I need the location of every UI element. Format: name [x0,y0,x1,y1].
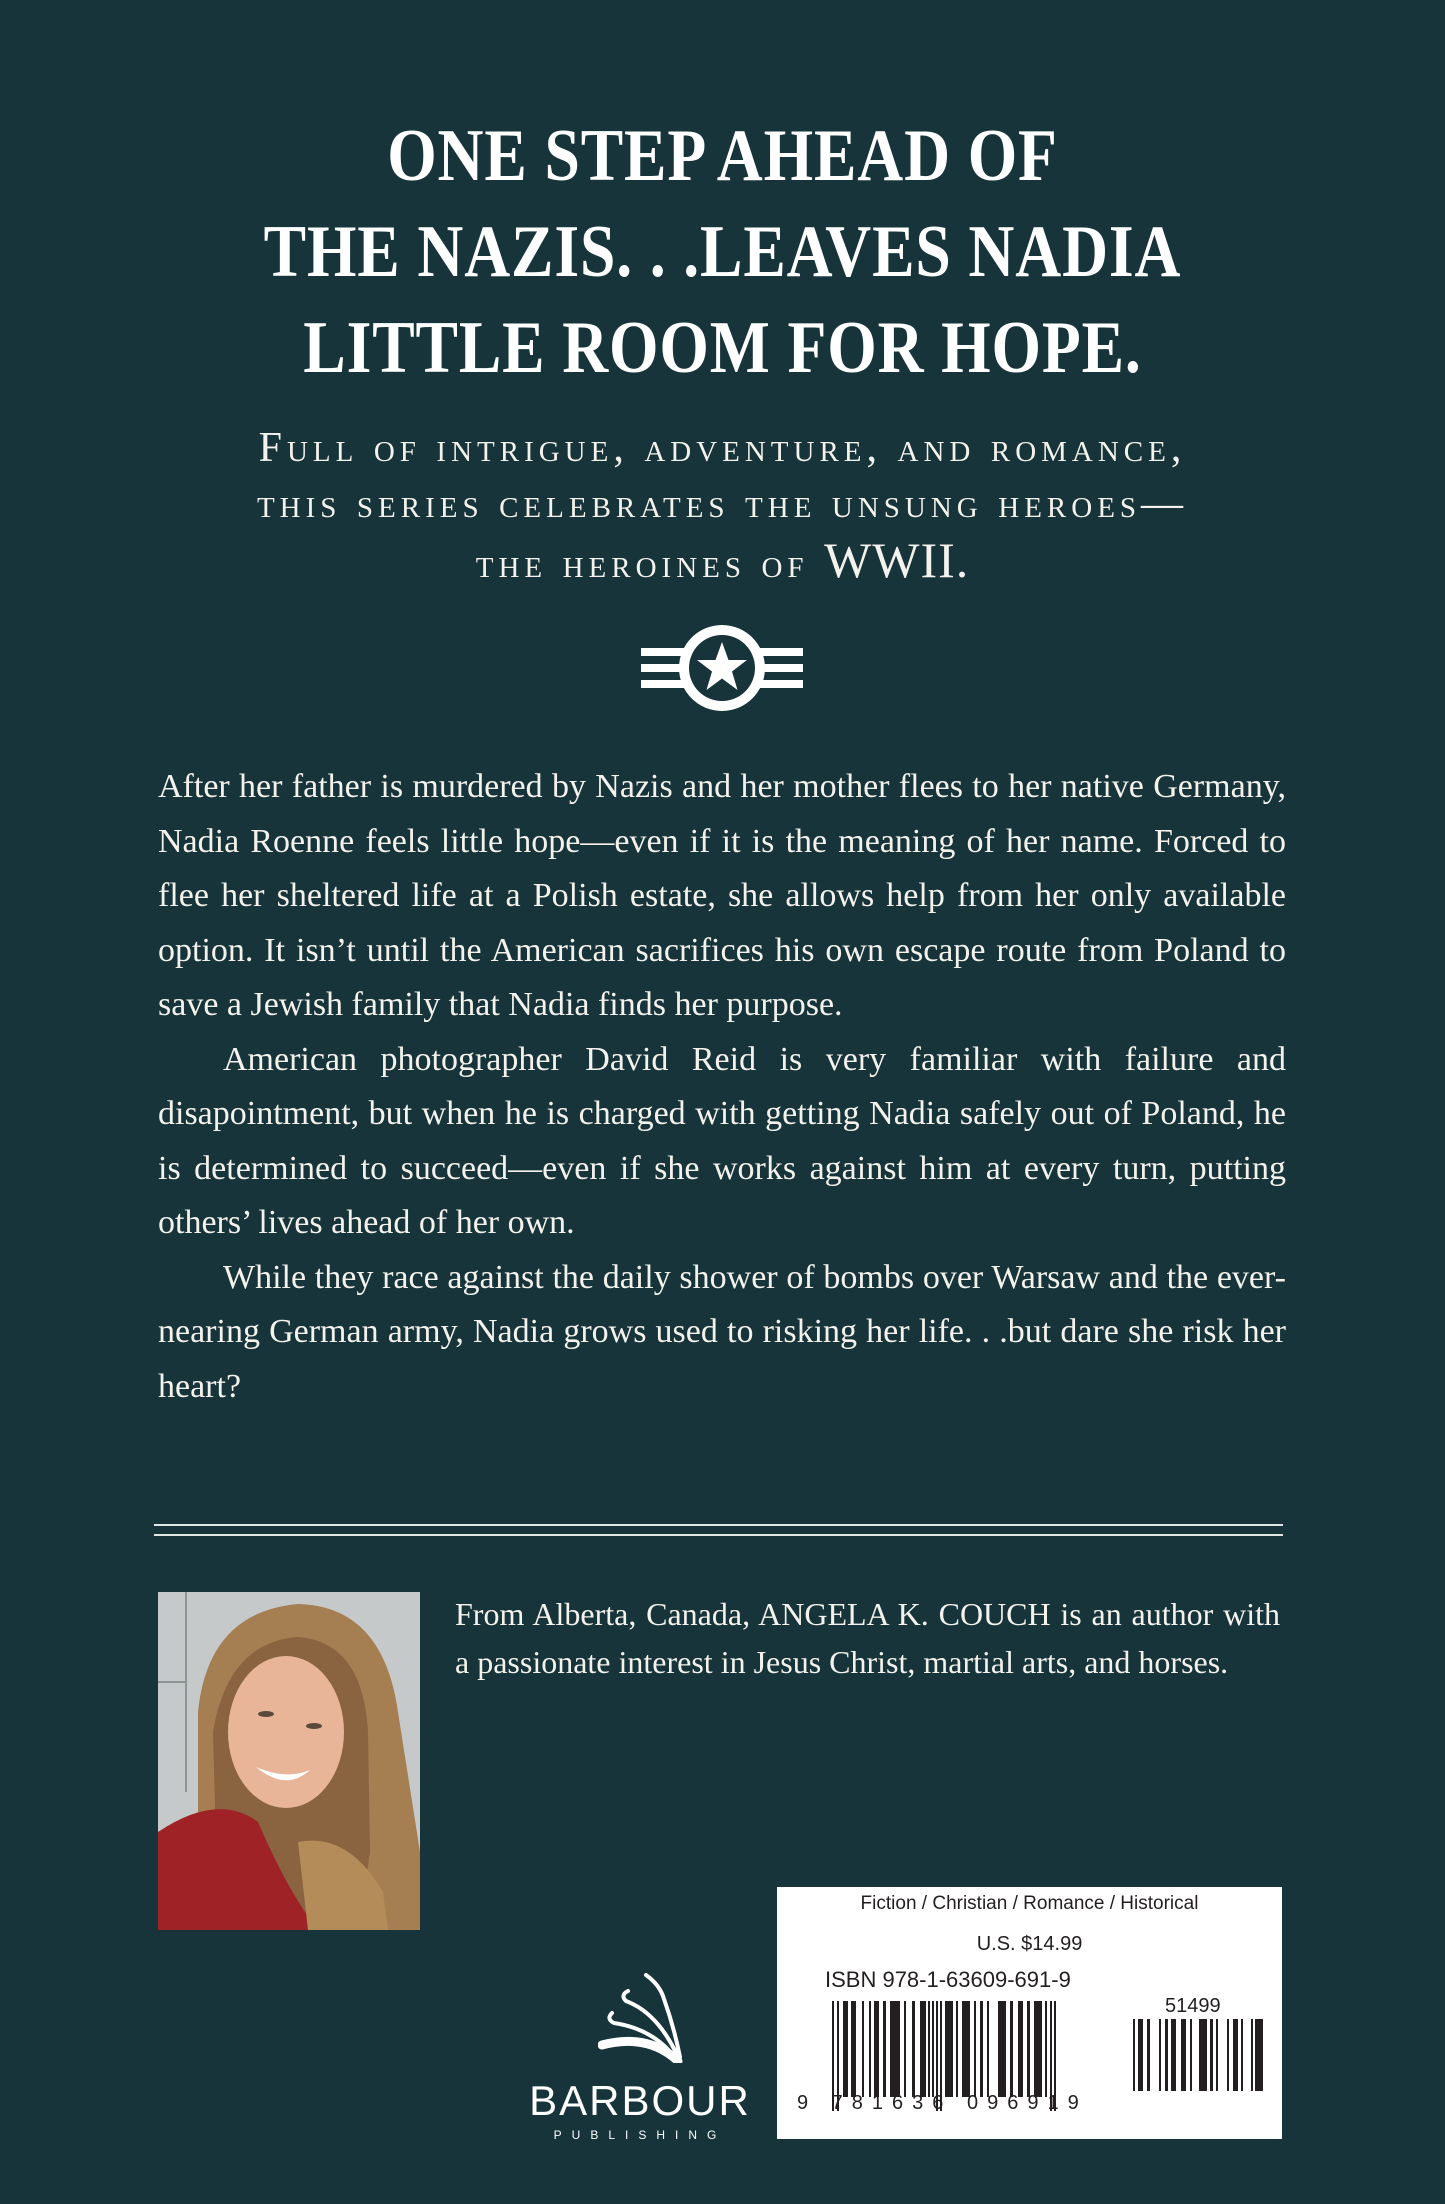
publisher-subtitle: PUBLISHING [553,2128,727,2142]
price-addon-code: 51499 [1165,1995,1221,2017]
publisher-logo [520,1965,760,2150]
divider-rule [154,1524,1283,1526]
bisac-category: Fiction / Christian / Romance / Historical [860,1893,1199,1914]
series-tagline [0,420,1445,592]
description-paragraph: American photographer David Reid is very familiar with failure and disapointment, but when he is charged with getting Nadia safely out of Poland, he is determined to succeed—even if she works against him at every turn, putting others’ lives ahead of her own. [158,1040,1286,1241]
description-paragraph: While they race against the daily shower of bombs over Warsaw and the ever-nearing German army, Nadia grows used to risking her life. . .but dare she risk her heart? [158,1258,1286,1405]
tagline-line-2: this series celebrates the unsung heroes— [256,481,1189,527]
tagline-line-1: Full of intrigue, adventure, and romance, [258,425,1187,471]
isbn: ISBN 978-1-63609-691-9 [825,1967,1071,1992]
tagline-line-3: the heroines of WWII. [475,532,970,588]
tagline-wwii: WWII. [824,532,970,588]
open-book-icon [598,1971,688,2063]
divider-rule [154,1534,1283,1536]
star-roundel-icon [638,620,806,716]
headline-line-1: ONE STEP AHEAD OF [387,115,1058,197]
headline-line-2: THE NAZIS. . .LEAVES NADIA [263,211,1182,293]
headline-line-3: LITTLE ROOM FOR HOPE. [303,307,1142,389]
book-description [158,760,1286,1414]
author-bio: From Alberta, Canada, ANGELA K. COUCH is an author with a passionate interest in Jesus Christ, martial arts, and horses. [455,1596,1280,1680]
barcode-label [777,1887,1282,2139]
barcode-digits: 9 781636 096919 [797,2092,1088,2114]
description-paragraph: After her father is murdered by Nazis and her mother flees to her native Germany, Nadia Roenne feels little hope—even if it is the meaning of her name. Forced to flee her sheltered life at a Polish estate, she allows help from her only available option. It isn’t until the American sacrifices his own escape route from Poland to save a Jewish family that Nadia finds her purpose. [158,768,1286,1023]
publisher-name: BARBOUR [529,2077,751,2124]
author-photo [158,1592,420,1930]
price: U.S. $14.99 [976,1933,1083,1955]
headline [101,108,1344,396]
addon-barcode-icon [1133,2019,1265,2091]
